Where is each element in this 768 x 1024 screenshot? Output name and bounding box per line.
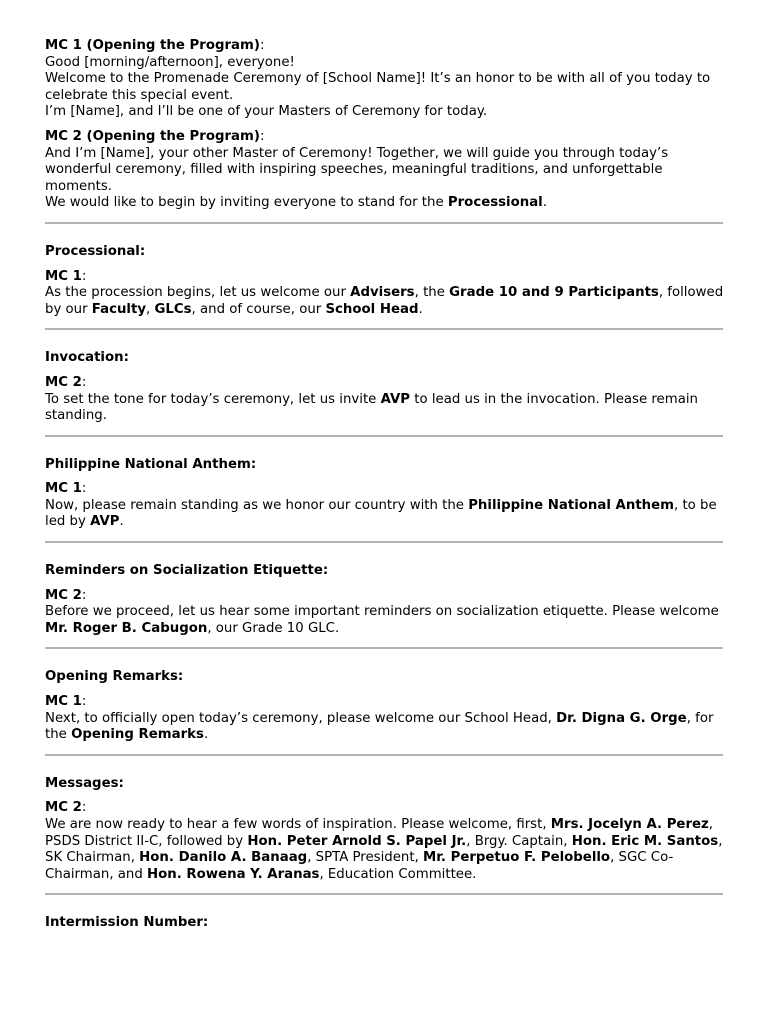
bold-text: Hon. Rowena Y. Aranas bbox=[147, 866, 320, 882]
text: , bbox=[146, 301, 155, 317]
mc1-intro: I’m [Name], and I’ll be one of your Masters of Ceremony for today. bbox=[45, 104, 488, 120]
mc2-invite bbox=[45, 195, 725, 212]
text: We would like to begin by inviting everyone to stand for the bbox=[45, 195, 448, 211]
colon: : bbox=[81, 481, 87, 497]
colon: : bbox=[259, 128, 265, 144]
text: . bbox=[542, 195, 547, 211]
text: As the procession begins, let us welcome our bbox=[45, 285, 351, 301]
bold-text: Hon. Danilo A. Banaag bbox=[139, 850, 308, 866]
bold-text: School Head bbox=[325, 301, 419, 317]
bold-text: Processional bbox=[447, 195, 543, 211]
speaker-line bbox=[45, 694, 725, 711]
text: , the bbox=[414, 285, 450, 301]
opening-remarks-text bbox=[45, 711, 725, 744]
mc1-welcome: Welcome to the Promenade Ceremony of [School Name]! It’s an honor to be with all of you today to celebrate this special event. bbox=[45, 71, 711, 103]
bold-text: Mr. Roger B. Cabugon bbox=[45, 620, 208, 636]
text: Before we proceed, let us hear some important reminders on socialization etiquette. Please welcome bbox=[45, 604, 719, 620]
speaker-line bbox=[45, 481, 725, 498]
opening-remarks-block bbox=[45, 694, 725, 744]
bold-text: Mr. Perpetuo F. Pelobello bbox=[423, 850, 611, 866]
mc2-intro: And I’m [Name], your other Master of Ceremony! Together, we will guide you through today’s wonderful ceremony, filled with inspiring speeches, meaningful traditions, and unforgettable moments. bbox=[45, 145, 669, 194]
messages-text bbox=[45, 817, 725, 883]
text: , followed by our bbox=[45, 285, 724, 317]
bold-text: Mrs. Jocelyn A. Perez bbox=[550, 817, 709, 832]
section-divider bbox=[45, 893, 723, 895]
text: We are now ready to hear a few words of inspiration. Please welcome, first, bbox=[45, 817, 551, 832]
processional-text bbox=[45, 285, 725, 318]
bold-text: Hon. Peter Arnold S. Papel Jr. bbox=[247, 833, 467, 849]
text: , for the bbox=[45, 710, 714, 743]
processional-block bbox=[45, 269, 725, 319]
anthem-text bbox=[45, 498, 725, 531]
text: , PSDS District II-C, followed by bbox=[45, 817, 714, 849]
text: , to be led by bbox=[45, 497, 717, 530]
text: Next, to officially open today’s ceremony, please welcome our School Head, bbox=[45, 710, 557, 726]
text: to lead us in the invocation. Please remain standing. bbox=[45, 391, 698, 424]
colon: : bbox=[81, 800, 87, 816]
speaker-line bbox=[45, 375, 725, 392]
bold-text: Opening Remarks bbox=[71, 727, 204, 743]
section-heading-processional: Processional: bbox=[45, 243, 146, 259]
mc2-opening-label-line bbox=[45, 129, 725, 146]
section-heading-intermission: Intermission Number: bbox=[45, 915, 209, 931]
reminders-text bbox=[45, 604, 725, 637]
invocation-text bbox=[45, 392, 725, 425]
speaker-label: MC 2 bbox=[45, 800, 82, 816]
colon: : bbox=[81, 374, 87, 390]
text: To set the tone for today’s ceremony, let us invite bbox=[45, 391, 381, 407]
section-divider bbox=[45, 435, 723, 437]
reminders-block bbox=[45, 588, 725, 638]
bold-text: Dr. Digna G. Orge bbox=[556, 710, 687, 726]
bold-text: Philippine National Anthem bbox=[468, 497, 675, 513]
section-divider bbox=[45, 222, 723, 224]
bold-text: Advisers bbox=[350, 285, 415, 301]
section-divider bbox=[45, 647, 723, 649]
messages-block bbox=[45, 800, 725, 883]
text: , SK Chairman, bbox=[45, 833, 723, 866]
section-heading-invocation: Invocation: bbox=[45, 350, 129, 366]
speaker-line bbox=[45, 588, 725, 605]
text: . bbox=[119, 514, 124, 530]
mc1-opening-label-line bbox=[45, 38, 725, 55]
section-divider bbox=[45, 328, 723, 330]
mc1-opening-label: MC 1 (Opening the Program) bbox=[45, 38, 260, 53]
bold-text: AVP bbox=[380, 391, 411, 407]
section-divider bbox=[45, 541, 723, 543]
section-heading-reminders: Reminders on Socialization Etiquette: bbox=[45, 563, 329, 579]
colon: : bbox=[81, 268, 87, 284]
text: , SGC Co-Chairman, and bbox=[45, 850, 674, 882]
document-body bbox=[45, 38, 725, 932]
text: . bbox=[418, 301, 423, 317]
colon: : bbox=[259, 38, 265, 53]
text: , and of course, our bbox=[191, 301, 326, 317]
section-divider bbox=[45, 754, 723, 756]
section-heading-anthem: Philippine National Anthem: bbox=[45, 456, 257, 472]
bold-text: Grade 10 and 9 Participants bbox=[449, 285, 659, 301]
speaker-line bbox=[45, 800, 725, 817]
speaker-label: MC 2 bbox=[45, 374, 82, 390]
text: , our Grade 10 GLC. bbox=[207, 620, 340, 636]
colon: : bbox=[81, 587, 87, 603]
anthem-block bbox=[45, 481, 725, 531]
text: . bbox=[203, 727, 209, 743]
text: , Brgy. Captain, bbox=[466, 833, 572, 849]
invocation-block bbox=[45, 375, 725, 425]
bold-text: GLCs bbox=[154, 301, 192, 317]
colon: : bbox=[81, 694, 87, 710]
bold-text: Faculty bbox=[91, 301, 147, 317]
section-heading-opening-remarks: Opening Remarks: bbox=[45, 669, 184, 685]
bold-text: AVP bbox=[90, 514, 120, 530]
text: , Education Committee. bbox=[319, 866, 477, 882]
speaker-label: MC 1 bbox=[45, 268, 82, 284]
speaker-label: MC 1 bbox=[45, 481, 82, 497]
mc2-opening-label: MC 2 (Opening the Program) bbox=[45, 128, 260, 144]
mc1-greeting: Good [morning/afternoon], everyone! bbox=[45, 54, 295, 70]
text: , SPTA President, bbox=[307, 850, 423, 866]
speaker-label: MC 1 bbox=[45, 694, 82, 710]
mc2-opening-block bbox=[45, 129, 725, 212]
mc1-opening-block bbox=[45, 38, 725, 121]
text: Now, please remain standing as we honor our country with the bbox=[45, 497, 469, 513]
speaker-line bbox=[45, 269, 725, 286]
speaker-label: MC 2 bbox=[45, 587, 82, 603]
section-heading-messages: Messages: bbox=[45, 775, 124, 791]
bold-text: Hon. Eric M. Santos bbox=[571, 833, 719, 849]
